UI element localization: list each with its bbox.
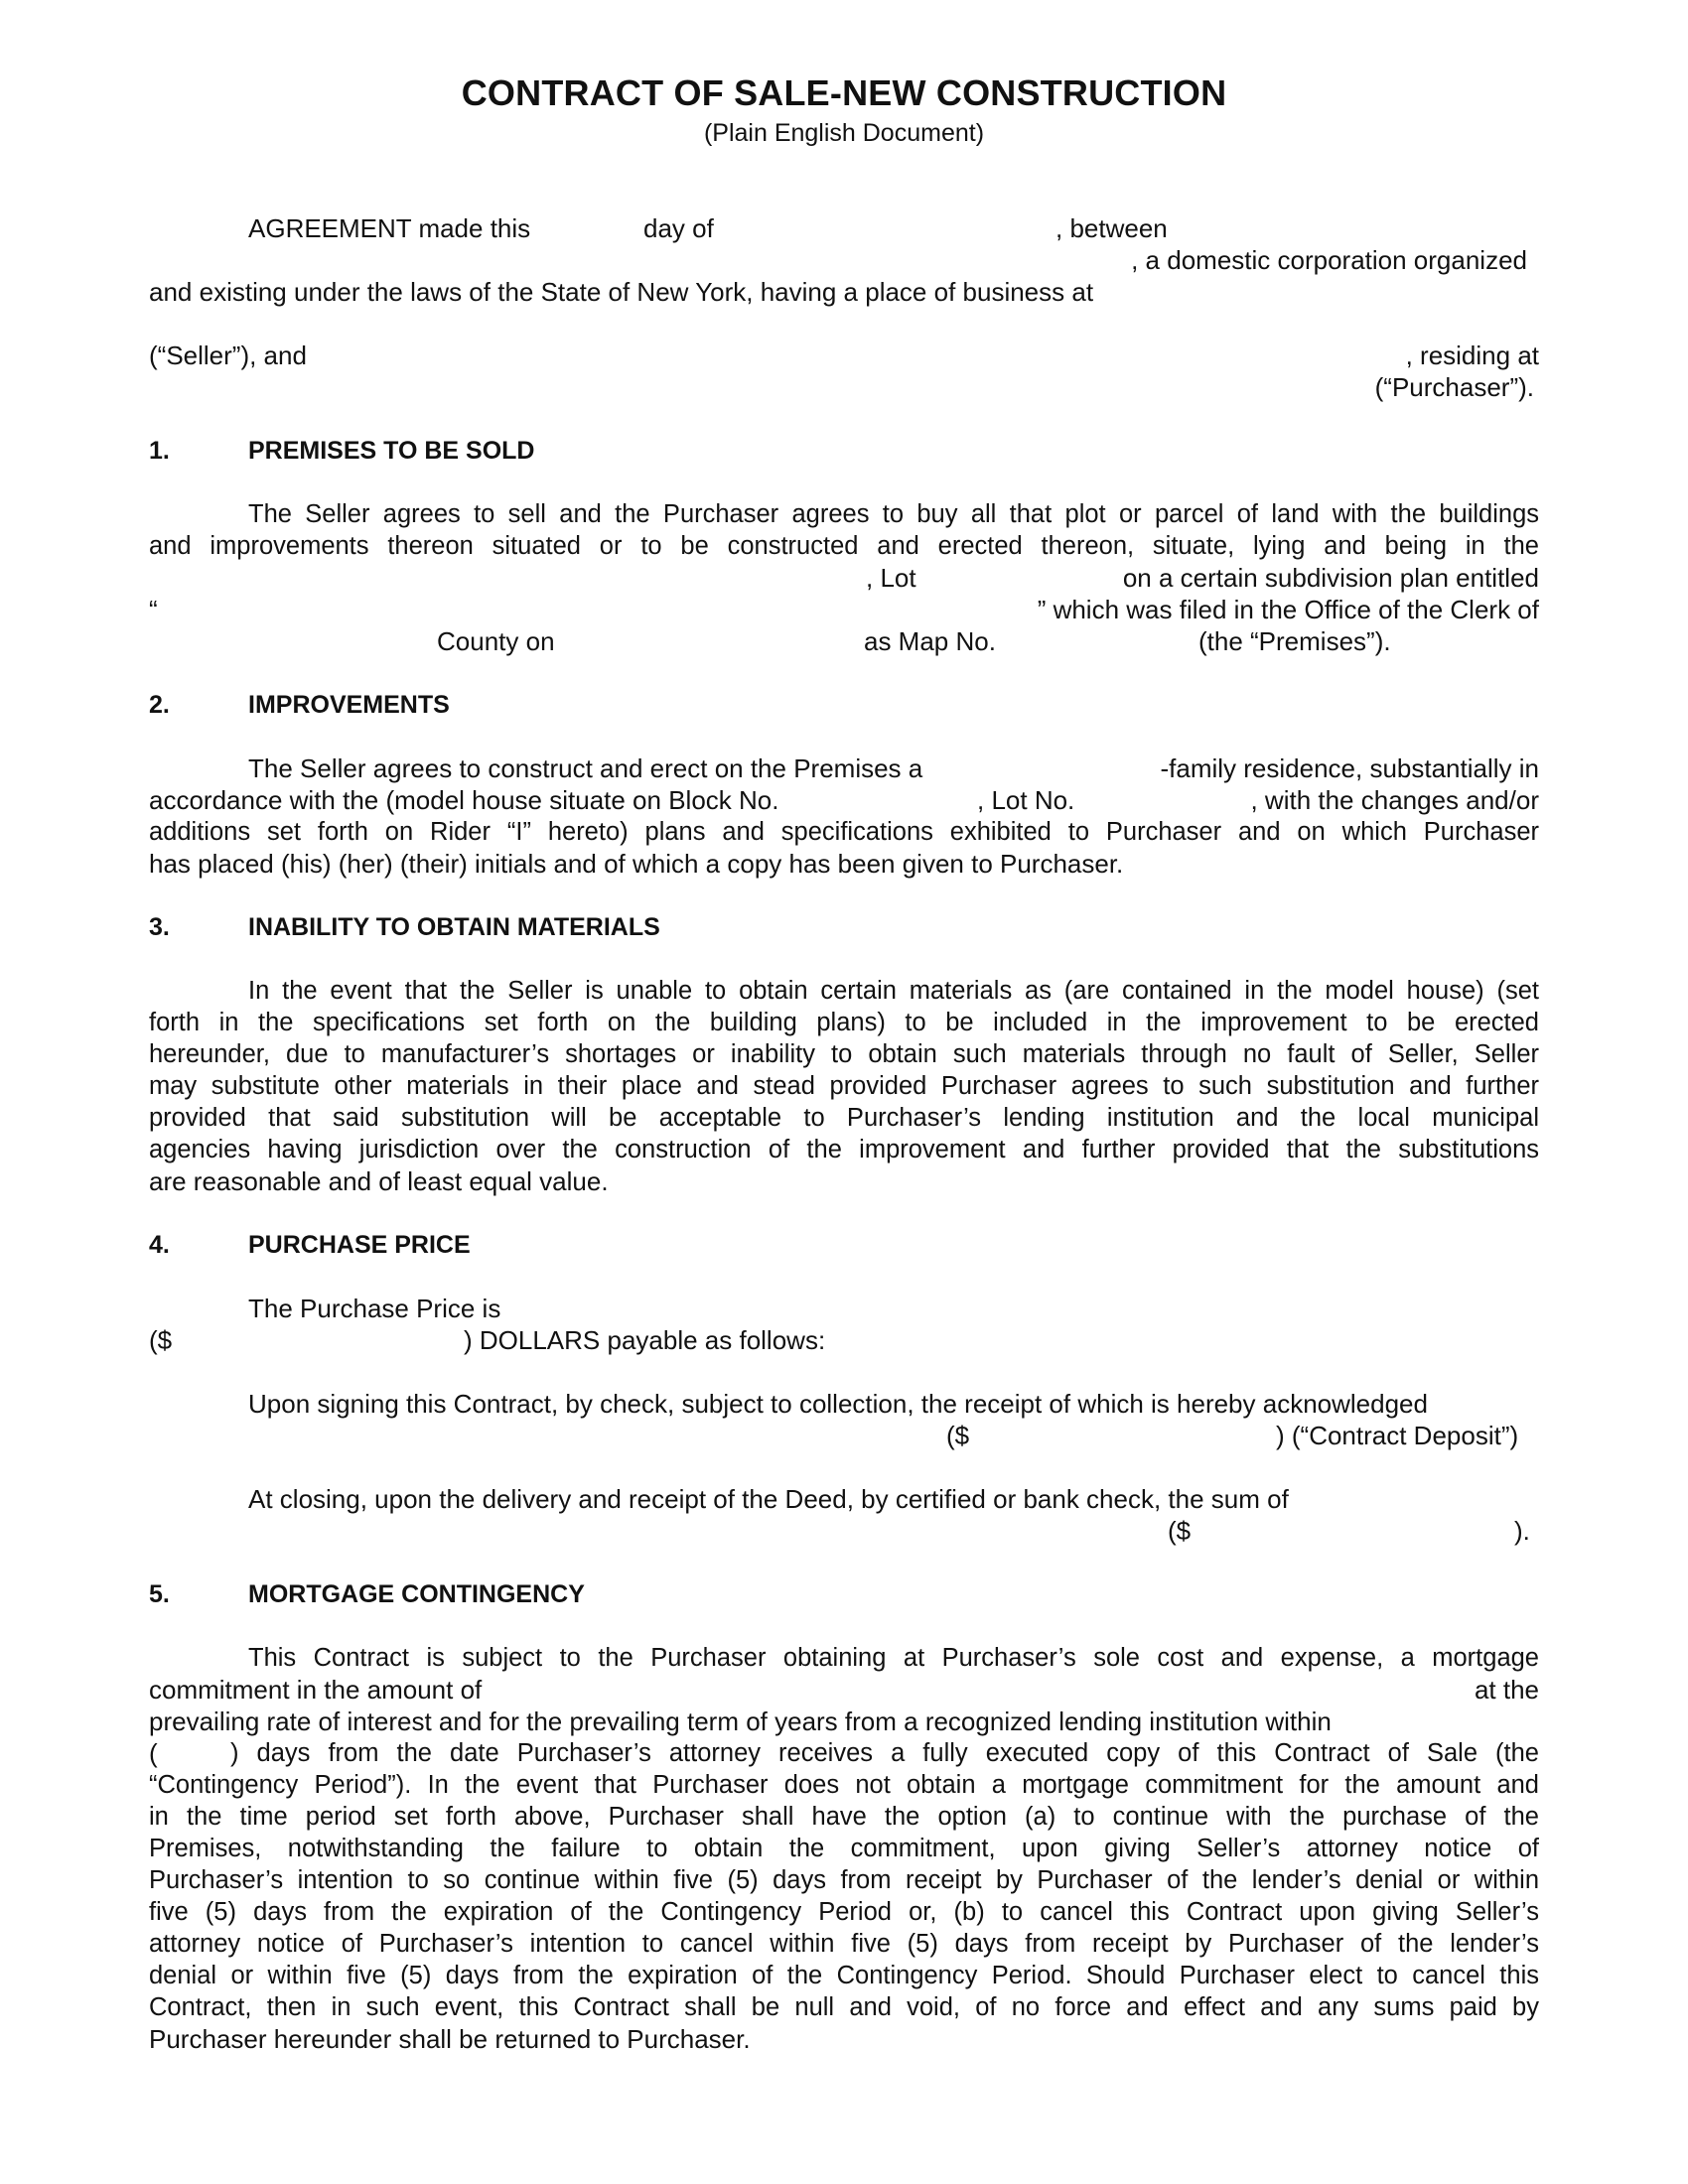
s5-line-2b: at the — [1474, 1675, 1539, 1705]
s3-line: are reasonable and of least equal value. — [149, 1166, 609, 1196]
s3-line: provided that said substitution will be acceptable to Purchaser’s lending institution and the local municipal — [149, 1104, 1539, 1132]
s1-line-2: and improvements thereon situated or to be constructed and erected thereon, situate, lying and being in the — [149, 532, 1539, 560]
section-5-heading: MORTGAGE CONTINGENCY — [248, 1580, 585, 1608]
s1-county-on: County on — [437, 626, 555, 656]
s4-deposit-open: ($ — [946, 1421, 970, 1450]
s5-line-4b: ) days from the date Purchaser’s attorney receives a fully executed copy of this Contract of Sale (the — [230, 1739, 1539, 1767]
s5-line: Purchaser hereunder shall be returned to Purchaser. — [149, 2024, 751, 2054]
preamble-seller-and: (“Seller”), and — [149, 341, 307, 370]
s4-price-is: The Purchase Price is — [248, 1294, 501, 1323]
s1-map-no: as Map No. — [864, 626, 996, 656]
preamble-domestic-corp: , a domestic corporation organized — [1131, 245, 1527, 275]
s4-dollars-payable: ) DOLLARS payable as follows: — [464, 1325, 826, 1355]
s1-open-quote: “ — [149, 595, 158, 624]
s5-line: attorney notice of Purchaser’s intention to cancel within five (5) days from receipt by Purchaser of the lender’s — [149, 1930, 1539, 1958]
s1-lot: , Lot — [866, 563, 916, 593]
section-2-number: 2. — [149, 691, 170, 719]
s2-line-4: has placed (his) (her) (their) initials and of which a copy has been given to Purchaser. — [149, 849, 1124, 879]
s2-line-1a: The Seller agrees to construct and erect on the Premises a — [248, 753, 923, 783]
preamble-agreement-made: AGREEMENT made this — [248, 213, 531, 243]
section-4-heading: PURCHASE PRICE — [248, 1231, 471, 1259]
section-1-number: 1. — [149, 437, 170, 465]
s2-line-1b: -family residence, substantially in — [1160, 753, 1539, 783]
s4-closing-close: ). — [1514, 1516, 1530, 1546]
s4-closing-open: ($ — [1168, 1516, 1192, 1546]
s5-line: Contract, then in such event, this Contract shall be null and void, of no force and effect and any sums paid by — [149, 1993, 1539, 2021]
section-3-heading: INABILITY TO OBTAIN MATERIALS — [248, 913, 660, 941]
s5-line-2a: commitment in the amount of — [149, 1675, 483, 1705]
document-title: CONTRACT OF SALE-NEW CONSTRUCTION — [461, 72, 1227, 113]
s1-subdivision: on a certain subdivision plan entitled — [1122, 563, 1539, 593]
preamble-existing: and existing under the laws of the State of New York, having a place of business at — [149, 277, 1094, 307]
s4-deposit-close: ) (“Contract Deposit”) — [1276, 1421, 1519, 1450]
s4-upon-signing: Upon signing this Contract, by check, subject to collection, the receipt of which is hereby acknowledged — [248, 1389, 1428, 1419]
section-2-heading: IMPROVEMENTS — [248, 691, 450, 719]
s1-filed: ” which was filed in the Office of the Clerk of — [1037, 595, 1539, 624]
s5-line: Purchaser’s intention to so continue within five (5) days from receipt by Purchaser of the lender’s denial or within — [149, 1866, 1539, 1894]
preamble-day-of: day of — [643, 213, 714, 243]
s5-line-4a: ( — [149, 1738, 158, 1768]
s3-line: may substitute other materials in their place and stead provided Purchaser agrees to such substitution and further — [149, 1072, 1539, 1100]
s4-dollar-open: ($ — [149, 1325, 173, 1355]
s5-line: “Contingency Period”). In the event that Purchaser does not obtain a mortgage commitment for the amount and — [149, 1771, 1539, 1799]
s2-line-2c: , with the changes and/or — [1250, 785, 1539, 815]
s2-line-3: additions set forth on Rider “I” hereto) plans and specifications exhibited to Purchaser and on which Purchaser — [149, 818, 1539, 846]
section-1-heading: PREMISES TO BE SOLD — [248, 437, 535, 465]
s3-line: In the event that the Seller is unable to obtain certain materials as (are contained in the model house) (set — [248, 977, 1539, 1005]
s5-line: five (5) days from the expiration of the Contingency Period or, (b) to cancel this Contract upon giving Seller’s — [149, 1898, 1539, 1926]
s1-line-1: The Seller agrees to sell and the Purchaser agrees to buy all that plot or parcel of land with the buildings — [248, 500, 1539, 528]
section-4-number: 4. — [149, 1231, 170, 1259]
section-5-number: 5. — [149, 1580, 170, 1608]
s1-premises: (the “Premises”). — [1198, 626, 1391, 656]
preamble-between: , between — [1055, 213, 1168, 243]
s3-line: agencies having jurisdiction over the construction of the improvement and further provided that the substitutions — [149, 1136, 1539, 1163]
s2-line-2a: accordance with the (model house situate on Block No. — [149, 785, 779, 815]
s5-line: denial or within five (5) days from the expiration of the Contingency Period. Should Purchaser elect to cancel this — [149, 1962, 1539, 1989]
s5-line-3: prevailing rate of interest and for the prevailing term of years from a recognized lending institution within — [149, 1706, 1332, 1736]
s5-line: in the time period set forth above, Purchaser shall have the option (a) to continue with the purchase of the — [149, 1803, 1539, 1831]
s2-line-2b: , Lot No. — [977, 785, 1075, 815]
s4-at-closing: At closing, upon the delivery and receipt of the Deed, by certified or bank check, the sum of — [248, 1484, 1289, 1514]
s5-line-1: This Contract is subject to the Purchaser obtaining at Purchaser’s sole cost and expense, a mortgage — [248, 1644, 1539, 1672]
preamble-residing-at: , residing at — [1405, 341, 1539, 370]
section-3-number: 3. — [149, 913, 170, 941]
document-subtitle: (Plain English Document) — [703, 119, 985, 147]
s5-line: Premises, notwithstanding the failure to obtain the commitment, upon giving Seller’s attorney notice of — [149, 1835, 1539, 1862]
preamble-purchaser: (“Purchaser”). — [1374, 372, 1534, 402]
s3-line: forth in the specifications set forth on the building plans) to be included in the improvement to be erected — [149, 1009, 1539, 1036]
s3-line: hereunder, due to manufacturer’s shortages or inability to obtain such materials through no fault of Seller, Seller — [149, 1040, 1539, 1068]
